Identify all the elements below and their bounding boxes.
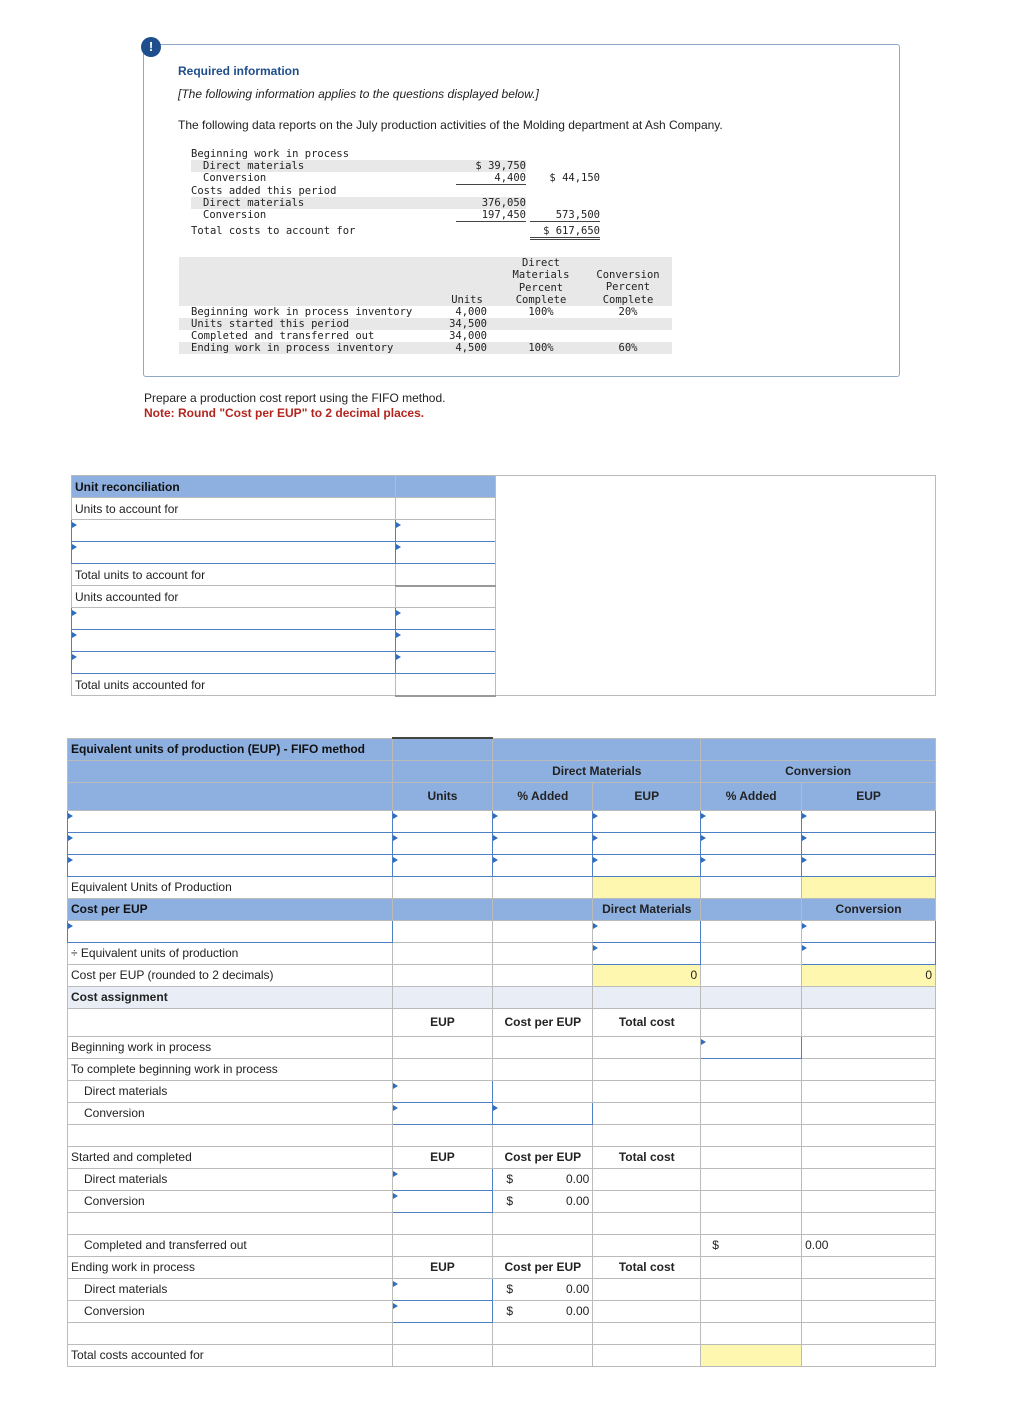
cost-per-eup-title: Cost per EUP (68, 898, 393, 920)
to-account-row2-units-input[interactable] (395, 542, 495, 564)
blank-cell (593, 1168, 701, 1190)
blank-cell (701, 1300, 802, 1322)
blank-cell (493, 1058, 593, 1080)
grand-total-value: $ 617,650 (530, 225, 600, 240)
blank-cell (701, 920, 802, 942)
blank-cell (493, 1036, 593, 1058)
blank-cell (593, 1080, 701, 1102)
blank-cell (493, 1344, 593, 1366)
ca-cpe-header-1: Cost per EUP (493, 1008, 593, 1036)
eup-row3-dm-pct-input[interactable] (493, 854, 593, 876)
ew-dm-eup-input[interactable] (392, 1278, 493, 1300)
blank-cell (701, 1080, 802, 1102)
blank-cell (802, 1008, 936, 1036)
blank-cell (593, 1124, 701, 1146)
add-conv-value: 197,450 (456, 209, 526, 222)
cpe-rounded-label: Cost per EUP (rounded to 2 decimals) (68, 964, 393, 986)
blank-cell (701, 1058, 802, 1080)
cpe-dm-header: Direct Materials (593, 898, 701, 920)
units-accounted-label: Units accounted for (72, 586, 396, 608)
eup-dm-header: Direct Materials (493, 760, 701, 782)
blank-cell (392, 920, 493, 942)
eup-dm-eup-header: EUP (593, 782, 701, 810)
blank-cell (802, 1146, 936, 1168)
blank-cell (392, 876, 493, 898)
eup-row1-units-input[interactable] (392, 810, 493, 832)
blank-cell (593, 1190, 701, 1212)
to-account-row2-label-input[interactable] (72, 542, 396, 564)
blank-cell (68, 1322, 393, 1344)
cost-assignment-title: Cost assignment (68, 986, 393, 1008)
hdr-cell (68, 782, 393, 810)
total-costs-accounted-value (701, 1344, 802, 1366)
eup-row2-label-input[interactable] (68, 832, 393, 854)
ca-total-header-3: Total cost (593, 1256, 701, 1278)
accounted-row2-units-input[interactable] (395, 630, 495, 652)
blank-cell (802, 1190, 936, 1212)
blank-cell (493, 1322, 593, 1344)
ut-row-3-label: Ending work in process inventory (191, 342, 394, 354)
blank-cell (593, 986, 701, 1008)
blank-cell (392, 1322, 493, 1344)
blank-cell (701, 1212, 802, 1234)
blank-cell (593, 1300, 701, 1322)
sc-conv-cpe (493, 1190, 593, 1212)
blank-cell (493, 1212, 593, 1234)
beg-conv-label: Conversion (203, 172, 267, 184)
ut-row-1-units: 34,500 (449, 318, 487, 330)
hdr-cell (392, 898, 493, 920)
end-wip-label: Ending work in process (68, 1256, 393, 1278)
total-accounted-value (395, 674, 495, 696)
to-account-row1-units-input[interactable] (395, 520, 495, 542)
hdr-cell (68, 760, 393, 782)
div-eup-dm-input[interactable] (593, 942, 701, 964)
blank-cell (701, 1256, 802, 1278)
eup-row3-units-input[interactable] (392, 854, 493, 876)
units-header: Units (451, 294, 483, 306)
blank-cell (593, 1102, 701, 1124)
eup-row2-conv-eup-input[interactable] (802, 832, 936, 854)
div-eup-label: ÷ Equivalent units of production (68, 942, 393, 964)
eup-row2-dm-eup-input[interactable] (593, 832, 701, 854)
ew-conv-cpe-value: 0.00 (565, 1304, 590, 1318)
prepare-instruction: Prepare a production cost report using the FIFO method. (144, 391, 446, 405)
blank-cell (701, 1168, 802, 1190)
ew-conv-eup-input[interactable] (392, 1300, 493, 1322)
total-to-account-label: Total units to account for (72, 564, 396, 586)
dollar-sign: $ (506, 1282, 514, 1296)
ut-row-0-label: Beginning work in process inventory (191, 306, 413, 318)
blank-cell (802, 1102, 936, 1124)
dollar-sign: $ (506, 1172, 514, 1186)
total-costs-accounted-label: Total costs accounted for (68, 1344, 393, 1366)
italic-note: [The following information applies to the questions displayed below.] (178, 87, 539, 101)
cpe-conv-header: Conversion (802, 898, 936, 920)
total-to-account-value (395, 564, 495, 586)
eup-row1-dm-pct-input[interactable] (493, 810, 593, 832)
blank-cell (392, 964, 493, 986)
completed-out-total (701, 1234, 802, 1256)
blank-cell (593, 1322, 701, 1344)
ut-row-3-dm: 100% (528, 342, 554, 354)
ew-dm-cpe (493, 1278, 593, 1300)
blank-cell (593, 1036, 701, 1058)
eup-conv-pct-header: % Added (701, 782, 802, 810)
ew-conv-label: Conversion (68, 1300, 393, 1322)
started-completed-label: Started and completed (68, 1146, 393, 1168)
add-conv-label: Conversion (203, 209, 267, 221)
ut-row-0-conv: 20% (618, 306, 638, 318)
blank-cell (68, 1124, 393, 1146)
blank-cell (802, 1212, 936, 1234)
accounted-row1-label-input[interactable] (72, 608, 396, 630)
beg-dm-label: Direct materials (191, 160, 456, 172)
blank-cell (802, 1124, 936, 1146)
total-accounted-label: Total units accounted for (72, 674, 396, 696)
blank-cell (701, 1278, 802, 1300)
blank-cell (701, 1190, 802, 1212)
blank-cell (802, 1344, 936, 1366)
cpe-row1-dm-input[interactable] (593, 920, 701, 942)
ca-eup-header-3: EUP (392, 1256, 493, 1278)
sc-dm-label: Direct materials (68, 1168, 393, 1190)
ew-conv-cpe (493, 1300, 593, 1322)
unit-rec-side-blank (495, 476, 935, 696)
blank-cell (802, 986, 936, 1008)
tc-conv-label: Conversion (68, 1102, 393, 1124)
rounding-note: Note: Round "Cost per EUP" to 2 decimal places. (144, 406, 425, 420)
ut-row-3-units: 4,500 (455, 342, 487, 354)
dollar-sign: $ (712, 1238, 719, 1252)
beg-wip-total-input[interactable] (701, 1036, 802, 1058)
hdr-cell (701, 898, 802, 920)
ut-row-0-dm: 100% (528, 306, 554, 318)
eup-row2-conv-pct-input[interactable] (701, 832, 802, 854)
blank-cell (493, 964, 593, 986)
ew-dm-cpe-value: 0.00 (565, 1282, 590, 1296)
blank-cell (593, 1278, 701, 1300)
added-label: Costs added this period (191, 185, 337, 197)
beg-wip-label: Beginning work in process (191, 148, 350, 160)
eup-row3-label-input[interactable] (68, 854, 393, 876)
blank-cell (802, 1036, 936, 1058)
blank-cell (802, 1300, 936, 1322)
unit-reconciliation-table (71, 475, 936, 697)
blank-cell (701, 1322, 802, 1344)
blank-cell (802, 1256, 936, 1278)
required-info-title: Required information (178, 64, 300, 78)
cpe-row1-label-input[interactable] (68, 920, 393, 942)
beg-dm-value: $ 39,750 (456, 160, 526, 172)
blank-cell (593, 1344, 701, 1366)
eup-row3-conv-pct-input[interactable] (701, 854, 802, 876)
unit-rec-header-cell (395, 476, 495, 498)
beg-conv-value: 4,400 (456, 172, 526, 185)
ut-row-2-units: 34,000 (449, 330, 487, 342)
accounted-row1-units-input[interactable] (395, 608, 495, 630)
eup-units-header: Units (392, 782, 493, 810)
add-dm-value: 376,050 (456, 197, 526, 209)
dollar-sign: $ (506, 1194, 514, 1208)
hdr-cell (493, 898, 593, 920)
blank-cell (493, 942, 593, 964)
blank-cell (493, 1234, 593, 1256)
ca-total-header-2: Total cost (593, 1146, 701, 1168)
sc-conv-eup-input[interactable] (392, 1190, 493, 1212)
div-eup-conv-input[interactable] (802, 942, 936, 964)
tc-conv-eup-input[interactable] (392, 1102, 493, 1124)
eup-conv-eup-header: EUP (802, 782, 936, 810)
dollar-sign: $ (506, 1304, 514, 1318)
alert-icon: ! (141, 37, 161, 57)
blank-cell (701, 1008, 802, 1036)
blank-cell (701, 1124, 802, 1146)
ca-eup-header-2: EUP (392, 1146, 493, 1168)
ut-row-3-conv: 60% (618, 342, 638, 354)
sc-conv-cpe-value: 0.00 (565, 1194, 590, 1208)
ca-cpe-header-2: Cost per EUP (493, 1146, 593, 1168)
blank-cell (593, 1234, 701, 1256)
blank-cell (593, 1058, 701, 1080)
tc-dm-label: Direct materials (68, 1080, 393, 1102)
ut-row-2-label: Completed and transferred out (191, 330, 375, 342)
eup-title: Equivalent units of production (EUP) - FIFO method (68, 738, 393, 760)
cpe-dm-value: 0 (593, 964, 701, 986)
to-account-row1-label-input[interactable] (72, 520, 396, 542)
blank-cell (802, 1278, 936, 1300)
sc-dm-cpe-value: 0.00 (565, 1172, 590, 1186)
blank-cell (701, 986, 802, 1008)
unit-rec-title: Unit reconciliation (72, 476, 396, 498)
blank-cell (493, 920, 593, 942)
eup-total-label: Equivalent Units of Production (68, 876, 393, 898)
blank-cell (701, 876, 802, 898)
sc-dm-cpe (493, 1168, 593, 1190)
tc-dm-eup-input[interactable] (392, 1080, 493, 1102)
completed-out-value-cell (802, 1234, 936, 1256)
blank-cell (701, 942, 802, 964)
eup-row3-conv-eup-input[interactable] (802, 854, 936, 876)
beg-wip-row-label: Beginning work in process (68, 1036, 393, 1058)
eup-row2-dm-pct-input[interactable] (493, 832, 593, 854)
ut-row-0-units: 4,000 (455, 306, 487, 318)
blank-cell (593, 1212, 701, 1234)
eup-row2-units-input[interactable] (392, 832, 493, 854)
cpe-row1-conv-input[interactable] (802, 920, 936, 942)
accounted-row3-units-input[interactable] (395, 652, 495, 674)
eup-table (67, 737, 936, 1367)
blank-cell (802, 1058, 936, 1080)
eup-total-conv (802, 876, 936, 898)
add-dm-label: Direct materials (191, 197, 456, 209)
blank-cell (493, 876, 593, 898)
conv-header: Conversion Percent Complete (596, 269, 660, 306)
eup-row1-dm-eup-input[interactable] (593, 810, 701, 832)
total-costs-label: Total costs to account for (191, 225, 356, 237)
blank-cell (392, 986, 493, 1008)
blank-cell (802, 1168, 936, 1190)
blank-cell (802, 1322, 936, 1344)
blank-cell (493, 1080, 593, 1102)
intro-text: The following data reports on the July production activities of the Molding department at Ash Company. (178, 118, 723, 132)
sc-conv-label: Conversion (68, 1190, 393, 1212)
to-complete-label: To complete beginning work in process (68, 1058, 393, 1080)
accounted-row2-label-input[interactable] (72, 630, 396, 652)
blank-cell (392, 1058, 493, 1080)
units-to-account-label: Units to account for (72, 498, 396, 520)
beg-total-value: $ 44,150 (549, 172, 600, 184)
eup-row3-dm-eup-input[interactable] (593, 854, 701, 876)
eup-row1-conv-pct-input[interactable] (701, 810, 802, 832)
dm-header: Direct Materials Percent Complete (512, 257, 570, 306)
hdr-cell (392, 738, 493, 760)
hdr-cell (701, 738, 936, 760)
eup-conv-header: Conversion (701, 760, 936, 782)
blank-cell (493, 986, 593, 1008)
hdr-cell (493, 738, 701, 760)
add-total-value: 573,500 (530, 209, 600, 222)
blank-cell (392, 942, 493, 964)
blank-cell (395, 586, 495, 608)
sc-dm-eup-input[interactable] (392, 1168, 493, 1190)
ut-row-1-label: Units started this period (191, 318, 350, 330)
hdr-cell (392, 760, 493, 782)
tc-conv-cpe-input[interactable] (493, 1102, 593, 1124)
accounted-row3-label-input[interactable] (72, 652, 396, 674)
completed-out-label: Completed and transferred out (68, 1234, 393, 1256)
blank-cell (701, 964, 802, 986)
blank-cell (392, 1344, 493, 1366)
eup-row1-conv-eup-input[interactable] (802, 810, 936, 832)
ca-cpe-header-3: Cost per EUP (493, 1256, 593, 1278)
eup-row1-label-input[interactable] (68, 810, 393, 832)
completed-out-value: 0.00 (805, 1238, 829, 1252)
blank-cell (802, 1080, 936, 1102)
ca-eup-header-1: EUP (392, 1008, 493, 1036)
ew-dm-label: Direct materials (68, 1278, 393, 1300)
blank-cell (392, 1036, 493, 1058)
blank-cell (701, 1146, 802, 1168)
eup-total-dm (593, 876, 701, 898)
blank-cell (392, 1212, 493, 1234)
blank-cell (68, 1212, 393, 1234)
ca-total-header-1: Total cost (593, 1008, 701, 1036)
blank-cell (392, 1124, 493, 1146)
eup-dm-pct-header: % Added (493, 782, 593, 810)
blank-cell (395, 498, 495, 520)
blank-cell (493, 1124, 593, 1146)
blank-cell (701, 1102, 802, 1124)
blank-cell (68, 1008, 393, 1036)
cpe-conv-value: 0 (802, 964, 936, 986)
blank-cell (392, 1234, 493, 1256)
